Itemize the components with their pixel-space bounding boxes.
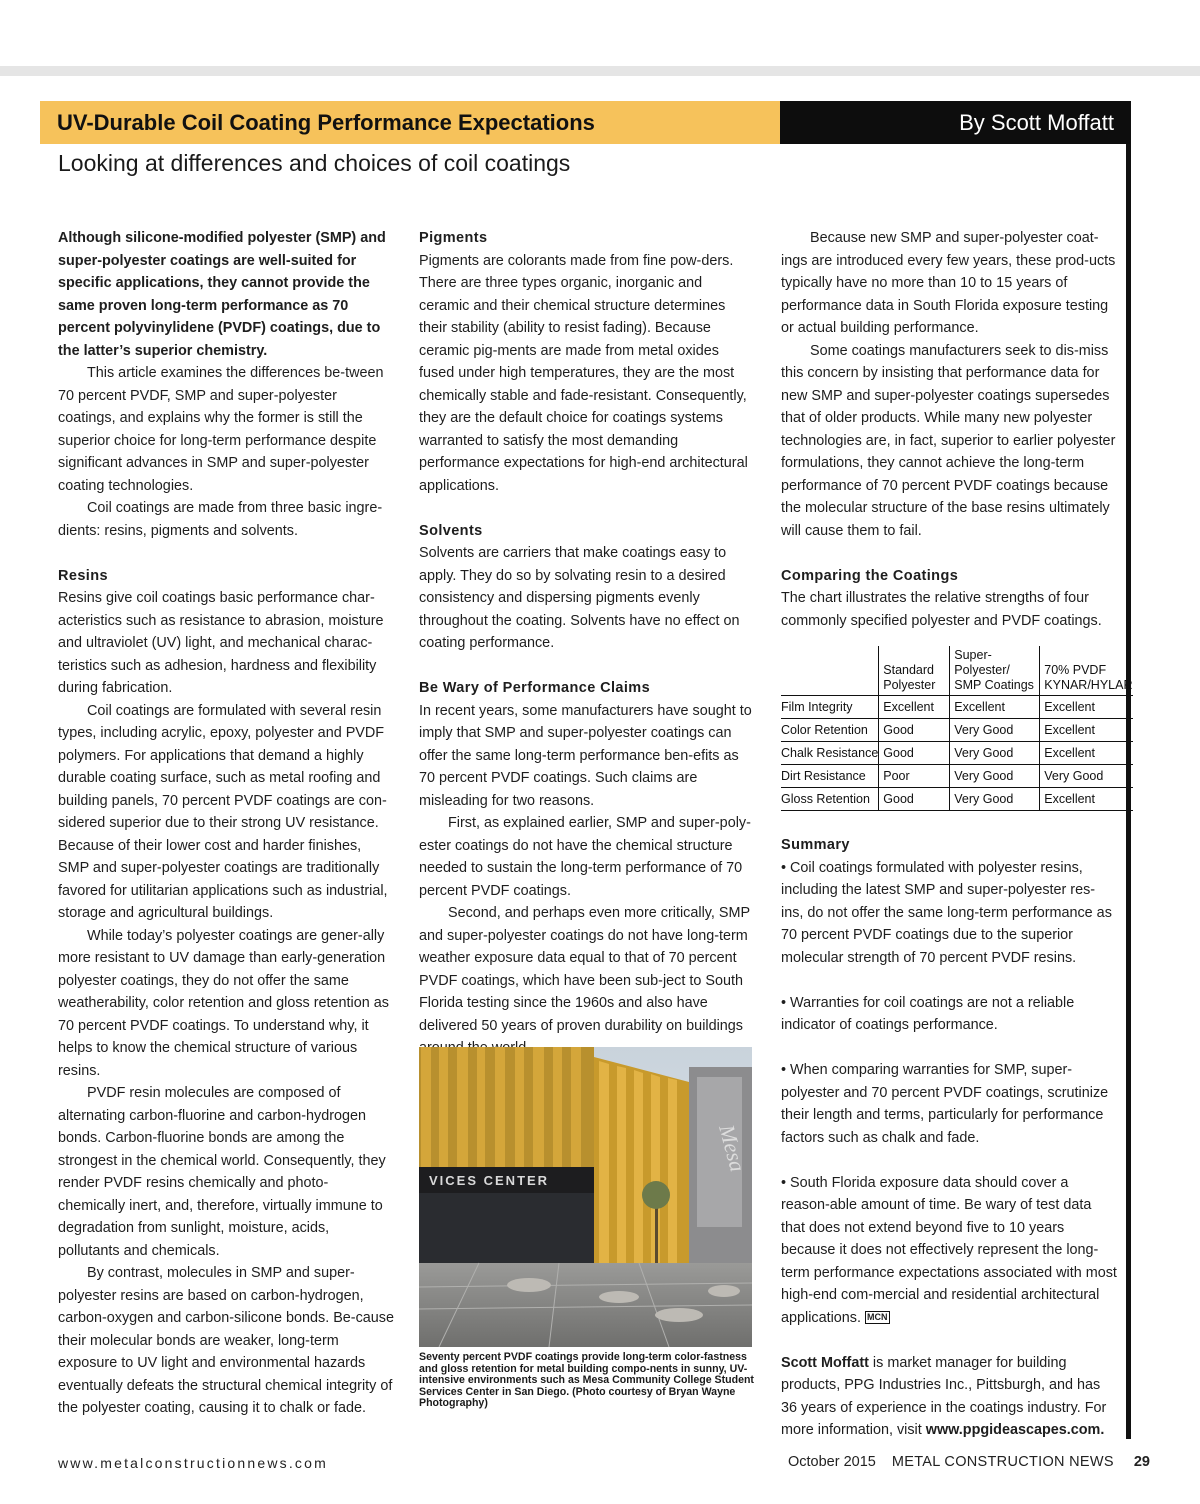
column-2 [419,227,755,1060]
table-cell: Excellent [950,696,1040,719]
author-bio: Scott Moffatt is market manager for building products, PPG Industries Inc., Pittsburgh, and has 36 years of experience in the coatings industry. For more information, visit www.ppgideascapes.com. [781,1354,1107,1438]
table-cell: Excellent [1040,696,1133,719]
lead-paragraph: Although silicone-modified polyester (SMP) and super-polyester coatings are well-suited for specific applications, they cannot provide the same proven long-term performance as 70 percent polyvinylidene (PVDF) coatings, due to the latter’s superior chemistry. [58,230,386,359]
paragraph: Coil coatings are made from three basic ingre-dients: resins, pigments and solvents. [58,500,383,539]
paragraph: Solvents are carriers that make coatings easy to apply. They do so by solvating resin to a desired consistency and dispersing pigments evenly throughout the coating. Solvents have no effect on coating performance. [419,545,740,651]
footer-info [788,1454,1150,1470]
table-header: Super-Polyester/ SMP Coatings [950,646,1040,696]
section-heading-summary: Summary [781,837,850,853]
paragraph: This article examines the differences be-tween 70 percent PVDF, SMP and super-polyester coatings, and explains why the former is still the superior choice for long-term performance despite significant advances in SMP and super-polyester coating technologies. [58,365,384,494]
byline-panel [780,101,1130,144]
table-cell: Excellent [1040,742,1133,765]
column-1 [58,227,394,1420]
table-header: 70% PVDF KYNAR/HYLAR [1040,646,1133,696]
table-cell: Good [879,719,950,742]
table-cell: Excellent [1040,788,1133,811]
paragraph: While today’s polyester coatings are gener-ally more resistant to UV damage than early-generation polyester coatings, they do not offer the same weatherability, color retention and gloss retention as 70 percent PVDF coatings. To understand why, it helps to know the chemical structure of various resins. [58,927,389,1079]
footer-magazine: METAL CONSTRUCTION NEWS [891,1454,1114,1470]
row-label: Dirt Resistance [781,765,879,788]
paragraph: By contrast, molecules in SMP and super-polyester resins are based on carbon-hydrogen, carbon-oxygen and carbon-silicone bonds. Be-cause their molecular bonds are weaker, long-term exposure to UV light and environmental hazards eventually defeats the structural chemical integrity of the polyester coating, causing it to chalk or fade. [58,1265,394,1416]
summary-bullet: • Coil coatings formulated with polyester resins, including the latest SMP and super-polyester res-ins, do not offer the same long-term performance as 70 percent PVDF coatings due to the superior molecular strength of 70 percent PVDF resins. [781,859,1112,966]
section-heading-resins: Resins [58,567,108,584]
column-3 [781,227,1117,632]
section-heading-pigments: Pigments [419,230,488,246]
table-cell: Good [879,742,950,765]
article-title: UV-Durable Coil Coating Performance Expectations [57,110,595,135]
end-mark: MCN [867,1311,888,1322]
byline: By Scott Moffatt [959,110,1114,135]
paragraph: Resins give coil coatings basic performance char-acteristics such as resistance to abrasion, moisture and ultraviolet (UV) light, and mechanical charac-teristics such as adhesion, hardness and flexibility during fabrication. [58,590,384,696]
footer-website[interactable]: www.metalconstructionnews.com [58,1455,328,1471]
article-subtitle: Looking at differences and choices of coil coatings [58,150,571,176]
building-photo [419,1047,752,1347]
table-cell: Very Good [950,765,1040,788]
table-cell: Very Good [950,719,1040,742]
author-name: Scott Moffatt [781,1354,869,1371]
table-header-row [781,646,1133,696]
paragraph: Because new SMP and super-polyester coat-ings are introduced every few years, these prod-ucts typically have no more than 10 to 15 years of performance data in South Florida exposure testing or actual building performance. [781,230,1116,336]
table-row [781,765,1133,788]
photo-caption: Seventy percent PVDF coatings provide long-term color-fastness and gloss retention for metal building compo-nents in sunny, UV-intensive environments such as Mesa Community College Student Services Center in San Diego. (Photo courtesy of Bryan Wayne Photography) [419,1351,754,1410]
section-heading-solvents: Solvents [419,522,483,539]
paragraph: The chart illustrates the relative strengths of four commonly specified polyester and PVDF coatings. [781,590,1102,629]
table-row [781,742,1133,765]
table-row [781,788,1133,811]
section-heading-performance-claims: Be Wary of Performance Claims [419,680,651,696]
table-cell: Very Good [1040,765,1133,788]
table-cell: Very Good [950,742,1040,765]
table-row [781,719,1133,742]
table-cell: Excellent [879,696,950,719]
table-cell: Very Good [950,788,1040,811]
table-row [781,696,1133,719]
footer-date: October 2015 [787,1454,876,1470]
title-bar [40,101,1130,144]
paragraph: Pigments are colorants made from fine pow-ders. There are three types organic, inorganic and ceramic and their chemical structure determines their stability (ability to resist fading). Because ceramic pig-ments are made from metal oxides fused under high temperatures, they are the most chemically stable and fade-resistant. Consequently, they are the default choice for coatings systems warranted to satisfy the most demanding performance expectations for high-end architectural applications. [419,252,748,494]
summary-bullet: • When comparing warranties for SMP, super-polyester and 70 percent PVDF coatings, scrutinize their length and terms, particularly for performance factors such as chalk and fade. [781,1062,1109,1146]
paragraph: Coil coatings are formulated with several resin types, including acrylic, epoxy, polyester and PVDF polymers. For applications that demand a highly durable coating surface, such as metal roofing and building panels, 70 percent PVDF coatings are con-sidered superior due to their strong UV resistance. Because of their lower cost and harder finishes, SMP and super-polyester coatings are traditionally favored for utilitarian applications such as industrial, storage and agricultural buildings. [58,702,388,921]
paragraph: First, as explained earlier, SMP and super-poly-ester coatings do not have the chemical structure needed to sustain the long-term performance of 70 percent PVDF coatings. [419,815,751,899]
paragraph: Some coatings manufacturers seek to dis-miss this concern by insisting that performance data for new SMP and super-polyester coatings supersedes that of older products. While many new polyester technologies are, in fact, superior to earlier polyester formulations, they cannot achieve the long-term performance of 70 percent PVDF coatings because the molecular structure of the base resins ultimately will cause them to fail. [781,342,1116,539]
table-header: Standard Polyester [879,646,950,696]
top-band [0,66,1200,76]
row-label: Color Retention [781,719,879,742]
table-cell: Poor [879,765,950,788]
section-heading-comparing: Comparing the Coatings [781,567,959,584]
title-panel [40,101,780,144]
paragraph: Second, and perhaps even more critically, SMP and super-polyester coatings do not have long-term weather exposure data equal to that of 70 percent PVDF coatings, which have been sub-ject to South Florida testing since the 1960s and also have delivered 50 years of proven durability on buildings [419,905,750,1034]
author-link[interactable]: www.ppgideascapes.com. [925,1422,1105,1438]
summary-bullet: • Warranties for coil coatings are not a reliable indicator of coatings performance. [781,994,1075,1033]
summary-bullet: • South Florida exposure data should cover a reason-able amount of time. Be wary of test data that does not extend beyond five to 10 years because it does not effectively represent the long-term performance expectations associated with most high-end com-mercial and residential architectural applications. MCN [781,1174,1117,1326]
table-cell: Good [879,788,950,811]
page-number: 29 [1133,1454,1150,1470]
row-label: Gloss Retention [781,788,879,811]
paragraph: PVDF resin molecules are composed of alternating carbon-fluorine and carbon-hydrogen bonds. Carbon-fluorine bonds are among the strongest in the chemical world. Consequently, they render PVDF resins chemically and photo-chemically inert, and, therefore, virtually immune to degradation from sunlight, moisture, acids, pollutants and chemicals. [58,1085,386,1259]
summary-section [781,834,1117,1442]
comparison-table [781,646,1133,811]
photo-logo-text: Mesa [714,1121,751,1175]
photo-sign-text: VICES CENTER [429,1173,550,1188]
row-label: Chalk Resistance [781,742,879,765]
row-label: Film Integrity [781,696,879,719]
table-cell: Excellent [1040,719,1133,742]
paragraph: In recent years, some manufacturers have sought to imply that SMP and super-polyester coatings can offer the same long-term performance ben-efits as 70 percent PVDF coatings. Such claims are misleading for two reasons. [419,702,752,809]
